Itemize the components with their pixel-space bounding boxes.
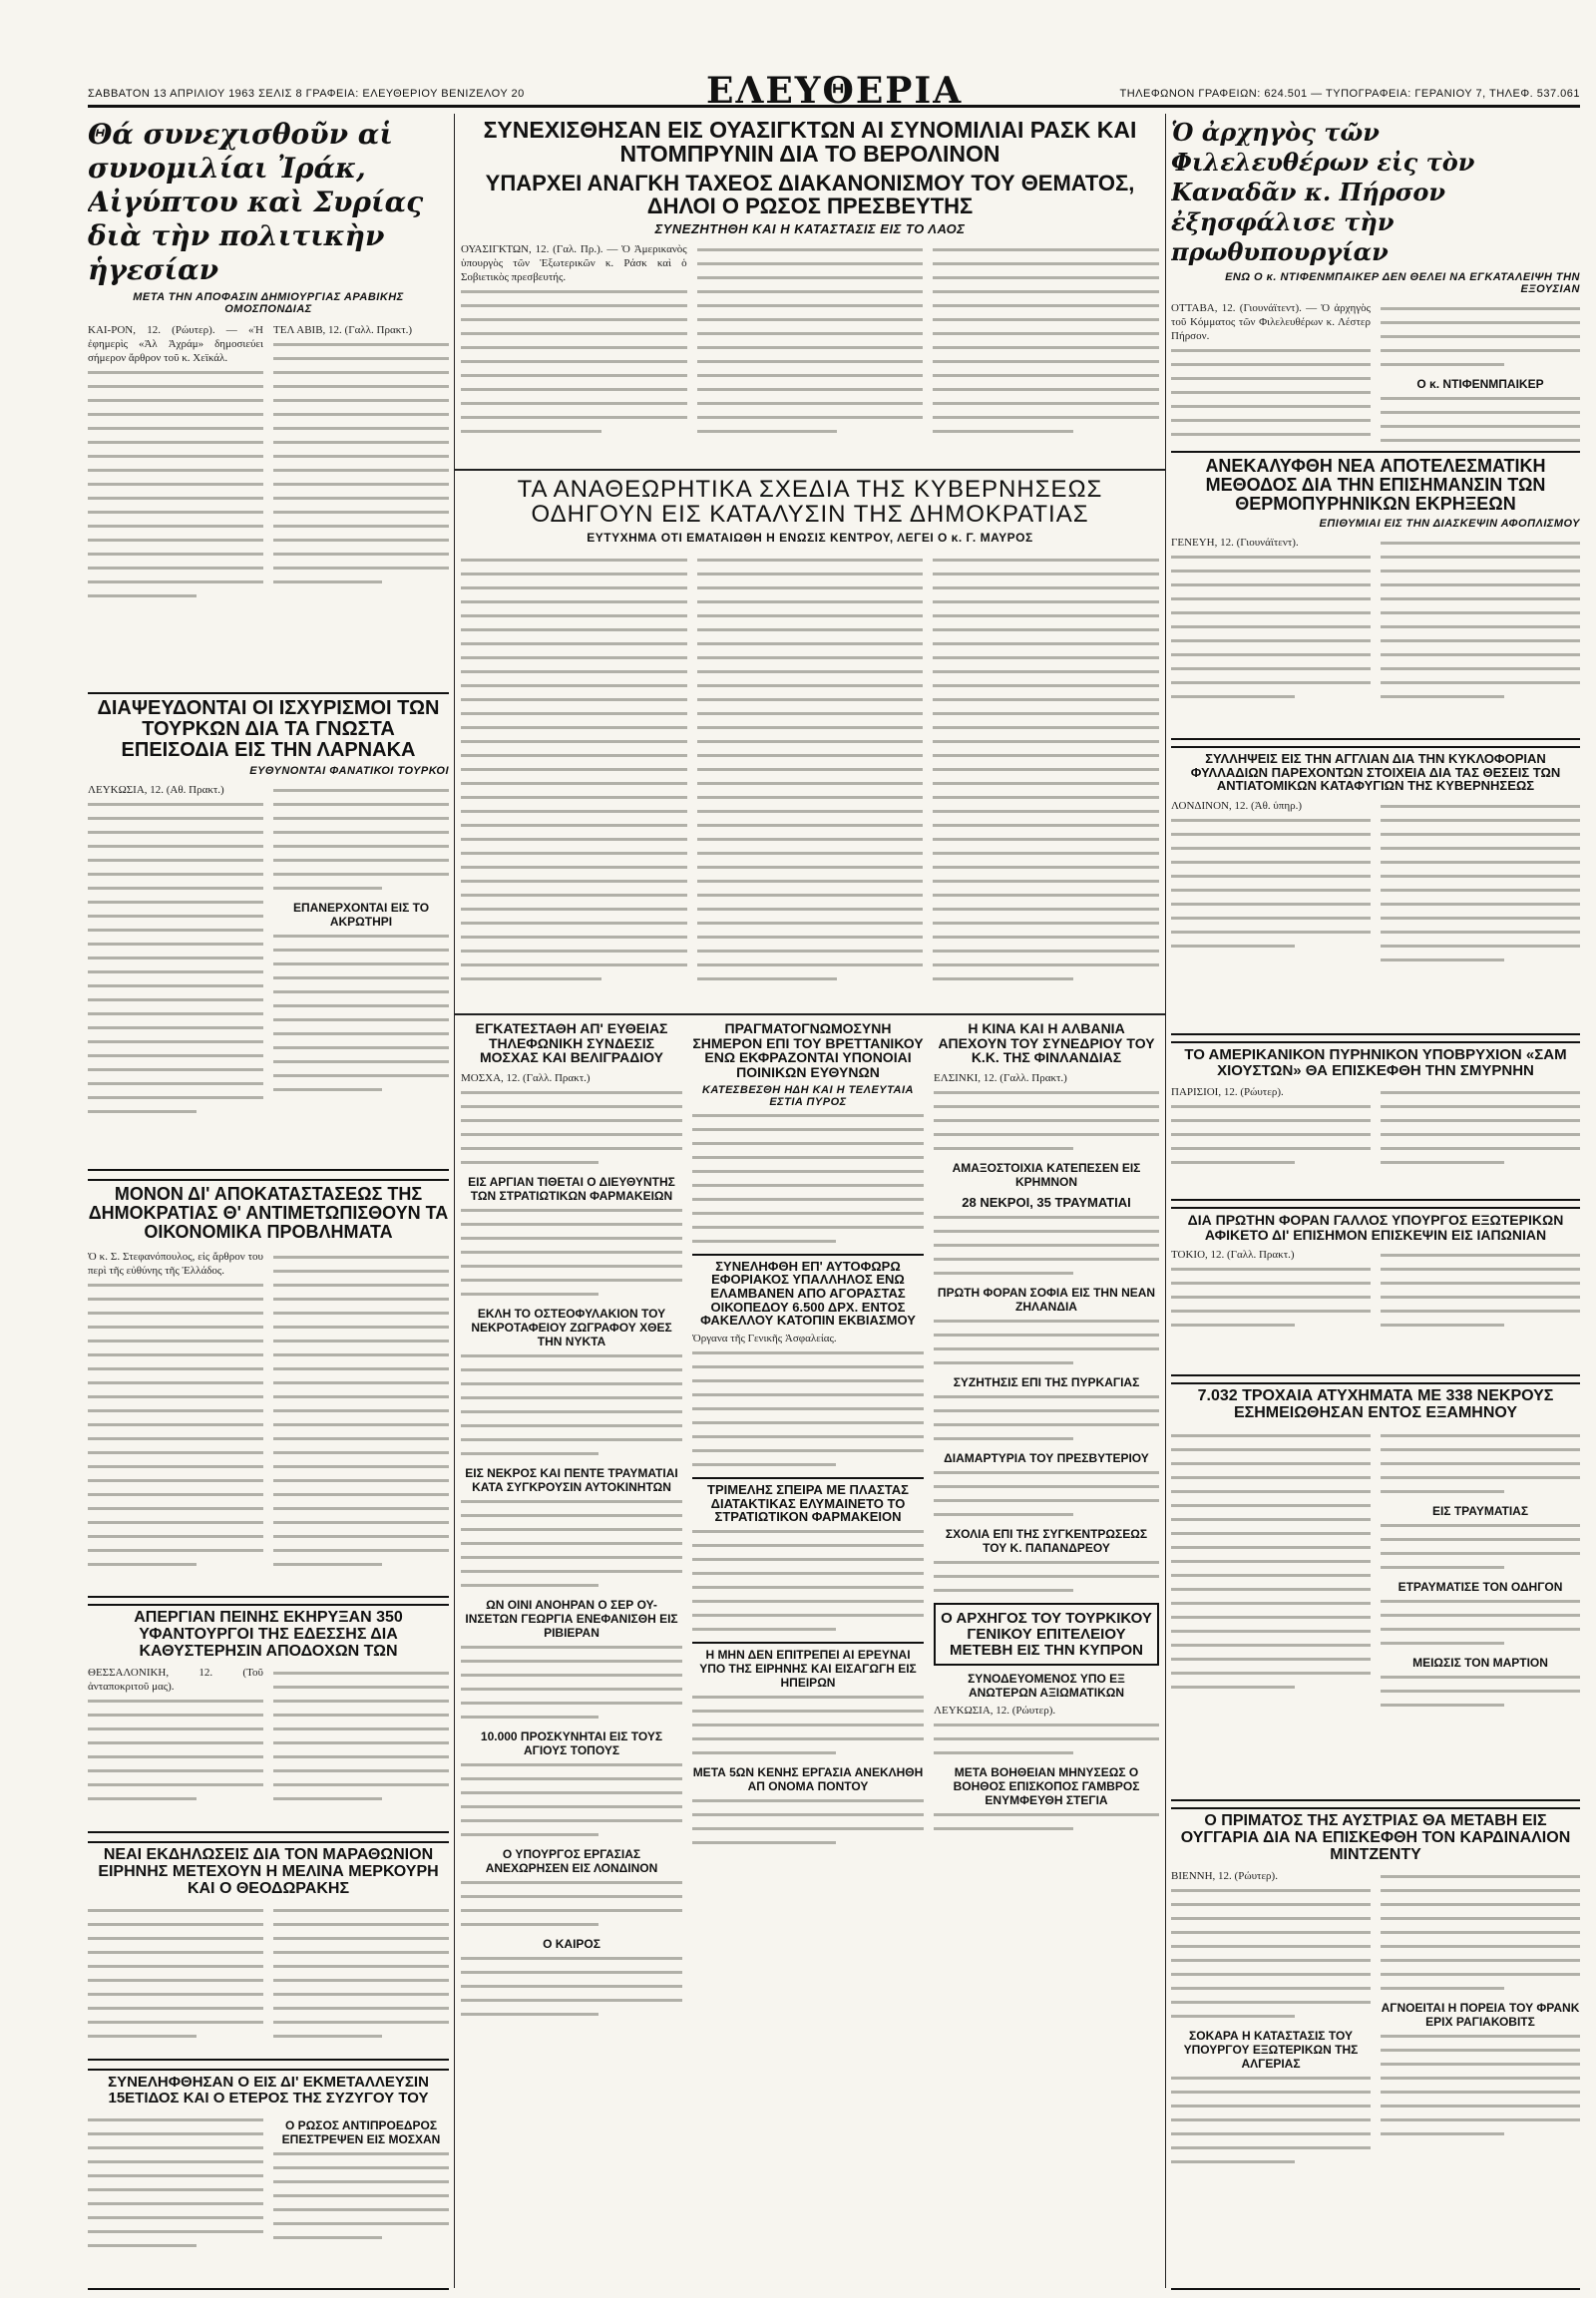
body-text-lines bbox=[1171, 819, 1371, 948]
subheadline: ΕΥΤΥΧΗΜΑ ΟΤΙ ΕΜΑΤΑΙΩΘΗ Η ΕΝΩΣΙΣ ΚΕΝΤΡΟΥ, ΛΕΓΕΙ Ο κ. Γ. ΜΑΥΡΟΣ bbox=[587, 531, 1033, 546]
body-text-lines bbox=[461, 1354, 682, 1455]
box-heading: ΜΕΙΩΣΙΣ ΤΟΝ ΜΑΡΤΙΟΝ bbox=[1412, 1655, 1548, 1670]
body-text-lines bbox=[692, 1696, 924, 1754]
body-text-lines bbox=[933, 559, 1159, 980]
newspaper-title: ΕΛΕΥΘΕΡΙΑ bbox=[706, 70, 964, 112]
headline-secondary: ΥΠΑΡΧΕΙ ΑΝΑΓΚΗ ΤΑΧΕΟΣ ΔΙΑΚΑΝΟΝΙΣΜΟΥ ΤΟΥ ΘΕΜΑΤΟΣ, ΔΗΛΟΙ Ο ΡΩΣΟΣ ΠΡΕΣΒΕΥΤΗΣ bbox=[485, 171, 1135, 219]
body-text-lines bbox=[273, 935, 449, 1091]
article-plans bbox=[461, 477, 1159, 1007]
body-text-lines bbox=[88, 371, 263, 597]
box-heading: ΔΙΑΜΑΡΤΥΡΙΑ ΤΟΥ ΠΡΕΣΒΥΤΕΡΙΟΥ bbox=[944, 1451, 1149, 1466]
body-text-lines bbox=[461, 1763, 682, 1836]
body-text-lines bbox=[934, 1561, 1159, 1592]
body-text-lines bbox=[1381, 542, 1580, 698]
body-text-lines bbox=[692, 1114, 924, 1243]
subheadline: ΚΑΤΕΣΒΕΣΘΗ ΗΔΗ ΚΑΙ Η ΤΕΛΕΥΤΑΙΑ ΕΣΤΙΑ ΠΥΡΟΣ bbox=[701, 1083, 914, 1108]
article-democracy bbox=[88, 1179, 449, 1598]
body-text-lines bbox=[934, 1320, 1159, 1364]
headline: Ὁ ἀρχηγὸς τῶν Φιλελευθέρων εἰς τὸν Καναδᾶν κ. Πήρσον ἐξησφάλισε τὴν πρωθυπουργίαν bbox=[1171, 118, 1475, 266]
headline: ΣΥΝΕΛΗΦΘΗΣΑΝ Ο ΕΙΣ ΔΙ' ΕΚΜΕΤΑΛΛΕΥΣΙΝ 15ΕΤΙΔΟΣ ΚΑΙ Ο ΕΤΕΡΟΣ ΤΗΣ ΣΥΖΥΓΟΥ ΤΟΥ bbox=[108, 2074, 429, 2106]
box-heading: ΜΕΤΑ 5ΩΝ ΚΕΝΗΣ ΕΡΓΑΣΙΑ ΑΝΕΚΛΗΘΗ ΑΠ ΟΝΟΜΑ ΠΟΝΤΟΥ bbox=[692, 1764, 924, 1793]
body-text-lines bbox=[273, 1256, 449, 1566]
column-telephone bbox=[461, 1021, 682, 2290]
box-heading: ΕΚΛΗ ΤΟ ΟΣΤΕΟΦΥΛΑΚΙΟΝ ΤΟΥ ΝΕΚΡΟΤΑΦΕΙΟΥ ΖΩΓΡΑΦΟΥ ΧΘΕΣ ΤΗΝ ΝΥΚΤΑ bbox=[471, 1307, 672, 1349]
headline: ΣΥΝΕΧΙΣΘΗΣΑΝ ΕΙΣ ΟΥΑΣΙΓΚΤΩΝ ΑΙ ΣΥΝΟΜΙΛΙΑΙ ΡΑΣΚ ΚΑΙ ΝΤΟΜΠΡΥΝΙΝ ΔΙΑ ΤΟ ΒΕΡΟΛΙΝΟΝ bbox=[483, 118, 1137, 168]
dateline: Ὀργανα τῆς Γενικῆς Ἀσφαλείας. bbox=[692, 1332, 837, 1344]
dateline: ΒΙΕΝΝΗ, 12. (Ρώυτερ). bbox=[1171, 1870, 1278, 1883]
box-heading: ΕΙΣ ΑΡΓΙΑΝ ΤΙΘΕΤΑΙ Ο ΔΙΕΥΘΥΝΤΗΣ ΤΩΝ ΣΤΡΑΤΙΩΤΙΚΩΝ ΦΑΡΜΑΚΕΙΩΝ bbox=[468, 1175, 675, 1204]
dateline: ΓΕΝΕΥΗ, 12. (Γιουνάϊτεντ). bbox=[1171, 536, 1299, 549]
headline: ΑΠΕΡΓΙΑΝ ΠΕΙΝΗΣ ΕΚΗΡΥΞΑΝ 350 ΥΦΑΝΤΟΥΡΓΟΙ ΤΗΣ ΕΔΕΣΣΗΣ ΔΙΑ ΚΑΘΥΣΤΕΡΗΣΙΝ ΑΠΟΔΟΧΩΝ ΤΩΝ bbox=[134, 1609, 403, 1660]
box-heading: ΠΡΩΤΗ ΦΟΡΑΝ ΣΟΦΙΑ ΕΙΣ ΤΗΝ ΝΕΑΝ ΖΗΛΑΝΔΙΑ bbox=[937, 1286, 1156, 1315]
dateline: ΤΕΛ ΑΒΙΒ, 12. (Γαλλ. Πρακτ.) bbox=[273, 324, 413, 336]
column-china bbox=[934, 1021, 1159, 2290]
dateline: ΘΕΣΣΑΛΟΝΙΚΗ, 12. (Τοῦ ἀνταποκριτοῦ μας). bbox=[88, 1667, 263, 1694]
box-heading: ΑΓΝΟΕΙΤΑΙ Η ΠΟΡΕΙΑ ΤΟΥ ΦΡΑΝΚ ΕΡΙΧ ΡΑΓΙΑΚΟΒΙΤΣ bbox=[1381, 2001, 1580, 2030]
body-text-lines bbox=[461, 1500, 682, 1587]
body-text-lines bbox=[461, 1646, 682, 1719]
body-text-lines bbox=[88, 1909, 263, 2038]
subheadline: ΣΥΝΕΖΗΤΗΘΗ ΚΑΙ Η ΚΑΤΑΣΤΑΣΙΣ ΕΙΣ ΤΟ ΛΑΟΣ bbox=[654, 221, 966, 237]
dateline: ΟΤΤΑΒΑ, 12. (Γιουνάϊτεντ). — Ὁ ἀρχηγὸς τοῦ Κόμματος τῶν Φιλελευθέρων κ. Λέστερ Πήρσον. bbox=[1171, 302, 1371, 342]
dateline: ΠΑΡΙΣΙΟΙ, 12. (Ρώυτερ). bbox=[1171, 1085, 1284, 1098]
dateline: ΤΟΚΙΟ, 12. (Γαλλ. Πρακτ.) bbox=[1171, 1249, 1295, 1262]
body-text-lines bbox=[697, 559, 924, 980]
subheadline: ΕΝΩ Ο κ. ΝΤΙΦΕΝΜΠΑΙΚΕΡ ΔΕΝ ΘΕΛΕΙ ΝΑ ΕΓΚΑΤΑΛΕΙΨΗ ΤΗΝ ΕΞΟΥΣΙΑΝ bbox=[1225, 271, 1580, 295]
box-heading: ΕΙΣ ΝΕΚΡΟΣ ΚΑΙ ΠΕΝΤΕ ΤΡΑΥΜΑΤΙΑΙ ΚΑΤΑ ΣΥΓΚΡΟΥΣΙΝ ΑΥΤΟΚΙΝΗΤΩΝ bbox=[465, 1466, 678, 1495]
body-text-lines bbox=[1381, 805, 1580, 961]
article-accidents bbox=[1171, 1382, 1580, 1801]
body-text-lines bbox=[1381, 1091, 1580, 1164]
box-heading: Ο ΚΑΙΡΟΣ bbox=[543, 1937, 600, 1952]
masthead-phones: ΤΗΛΕΦΩΝΟΝ ΓΡΑΦΕΙΩΝ: 624.501 — ΤΥΠΟΓΡΑΦΕΙΑ: ΓΕΡΑΝΙΟΥ 7, ΤΗΛΕΦ. 537.061 bbox=[1119, 88, 1580, 100]
dateline: ΕΛΣΙΝΚΙ, 12. (Γαλλ. Πρακτ.) bbox=[934, 1072, 1067, 1085]
body-text-lines bbox=[1171, 556, 1371, 698]
body-text-lines bbox=[1381, 1600, 1580, 1645]
body-text-lines bbox=[273, 789, 449, 890]
body-text-lines bbox=[1171, 1268, 1371, 1327]
box-heading: ΜΕΤΑ ΒΟΗΘΕΙΑΝ ΜΗΝΥΣΕΩΣ Ο ΒΟΗΘΟΣ ΕΠΙΣΚΟΠΟΣ ΓΑΜΒΡΟΣ ΕΝΥΜΦΕΥΘΗ ΣΤΕΓΙΑ bbox=[953, 1765, 1140, 1808]
masthead-date-address: ΣΑΒΒΑΤΟΝ 13 ΑΠΡΙΛΙΟΥ 1963 ΣΕΛΙΣ 8 ΓΡΑΦΕΙΑ: ΕΛΕΥΘΕΡΙΟΥ ΒΕΝΙΖΕΛΟΥ 20 bbox=[88, 88, 525, 100]
body-text-lines bbox=[461, 1209, 682, 1296]
article-turks bbox=[88, 692, 449, 1171]
body-text-lines bbox=[692, 1351, 924, 1466]
headline: ΝΕΑΙ ΕΚΔΗΛΩΣΕΙΣ ΔΙΑ ΤΟΝ ΜΑΡΑΘΩΝΙΟΝ ΕΙΡΗΝΗΣ ΜΕΤΕΧΟΥΝ Η ΜΕΛΙΝΑ ΜΕΡΚΟΥΡΗ ΚΑΙ Ο ΘΕΟΔΩΡΑΚΗΣ bbox=[98, 1846, 439, 1897]
article-weavers bbox=[88, 1604, 449, 1833]
subheadline: ΜΕΤΑ ΤΗΝ ΑΠΟΦΑΣΙΝ ΔΗΜΙΟΥΡΓΙΑΣ ΑΡΑΒΙΚΗΣ ΟΜΟΣΠΟΝΔΙΑΣ bbox=[133, 291, 404, 315]
box-heading: Ο κ. ΝΤΙΦΕΝΜΠΑΙΚΕΡ bbox=[1416, 377, 1544, 391]
article-submarine bbox=[1171, 1041, 1580, 1201]
headline: ΕΓΚΑΤΕΣΤΑΘΗ ΑΠ' ΕΥΘΕΙΑΣ ΤΗΛΕΦΩΝΙΚΗ ΣΥΝΔΕΣΙΣ ΜΟΣΧΑΣ ΚΑΙ ΒΕΛΙΓΡΑΔΙΟΥ bbox=[475, 1021, 668, 1066]
body-text-lines bbox=[273, 1672, 449, 1800]
body-text-lines bbox=[461, 559, 687, 980]
body-text-lines bbox=[88, 1700, 263, 1800]
body-text-lines bbox=[934, 1471, 1159, 1516]
column-rule bbox=[1165, 114, 1166, 2288]
box-heading: ΣΟΚΑΡΑ Η ΚΑΤΑΣΤΑΣΙΣ ΤΟΥ ΥΠΟΥΡΓΟΥ ΕΞΩΤΕΡΙΚΩΝ ΤΗΣ ΑΛΓΕΡΙΑΣ bbox=[1183, 2029, 1359, 2072]
body-text-lines bbox=[273, 343, 449, 583]
body-text-lines bbox=[273, 2152, 449, 2239]
box-heading: 10.000 ΠΡΟΣΚΥΝΗΤΑΙ ΕΙΣ ΤΟΥΣ ΑΓΙΟΥΣ ΤΟΠΟΥΣ bbox=[480, 1729, 663, 1758]
headline: ΣΥΝΕΛΗΦΘΗ ΕΠ' ΑΥΤΟΦΩΡΩ ΕΦΟΡΙΑΚΟΣ ΥΠΑΛΛΗΛΟΣ ΕΝΩ ΕΛΑΜΒΑΝΕΝ ΑΠΟ ΑΓΟΡΑΣΤΑΣ ΟΙΚΟΠΕΔΟΥ 6.500 ΔΡΧ. ΕΝΤΟΣ ΦΑΚΕΛΛΟΥ ΚΑΤΟΠΙΝ ΕΚΒΙΑΣΜΟΥ bbox=[692, 1254, 924, 1328]
dateline: ΛΟΝΔΙΝΟΝ, 12. (Ἀθ. ὑπηρ.) bbox=[1171, 799, 1303, 812]
headline: Ο ΑΡΧΗΓΟΣ ΤΟΥ ΤΟΥΡΚΙΚΟΥ ΓΕΝΙΚΟΥ ΕΠΙΤΕΛΕΙΟΥ ΜΕΤΕΒΗ ΕΙΣ ΤΗΝ ΚΥΠΡΟΝ bbox=[934, 1603, 1159, 1666]
masthead bbox=[88, 70, 1580, 112]
headline: Θά συνεχισθοῦν αἱ συνομιλίαι Ἰράκ, Αἰγύπτου καὶ Συρίας διὰ τὴν πολιτικὴν ἡγεσίαν bbox=[88, 118, 424, 286]
body-text-lines bbox=[697, 248, 924, 433]
body-text-lines bbox=[692, 1799, 924, 1844]
body-text-lines bbox=[88, 803, 263, 1113]
headline: Η ΚΙΝΑ ΚΑΙ Η ΑΛΒΑΝΙΑ ΑΠΕΧΟΥΝ ΤΟΥ ΣΥΝΕΔΡΙΟΥ ΤΟΥ Κ.Κ. ΤΗΣ ΦΙΝΛΑΝΔΙΑΣ bbox=[938, 1021, 1155, 1066]
subheadline: ΕΥΘΥΝΟΝΤΑΙ ΦΑΝΑΤΙΚΟΙ ΤΟΥΡΚΟΙ bbox=[249, 765, 449, 777]
body-text-lines bbox=[1381, 397, 1580, 447]
headline: ΠΡΑΓΜΑΤΟΓΝΩΜΟΣΥΝΗ ΣΗΜΕΡΟΝ ΕΠΙ ΤΟΥ ΒΡΕΤΤΑΝΙΚΟΥ ΕΝΩ ΕΚΦΡΑΖΟΝΤΑΙ ΥΠΟΝΟΙΑΙ ΠΟΙΝΙΚΩΝ ΕΥΘΥΝΩΝ bbox=[692, 1021, 924, 1081]
box-heading: ΣΧΟΛΙΑ ΕΠΙ ΤΗΣ ΣΥΓΚΕΝΤΡΩΣΕΩΣ ΤΟΥ Κ. ΠΑΠΑΝΔΡΕΟΥ bbox=[945, 1527, 1148, 1556]
body-text-lines bbox=[1171, 349, 1371, 447]
subheadline: ΕΠΙΘΥΜΙΑΙ ΕΙΣ ΤΗΝ ΔΙΑΣΚΕΨΙΝ ΑΦΟΠΛΙΣΜΟΥ bbox=[1319, 517, 1580, 530]
box-heading: ΣΥΖΗΤΗΣΙΣ ΕΠΙ ΤΗΣ ΠΥΡΚΑΓΙΑΣ bbox=[953, 1375, 1140, 1390]
body-text-lines bbox=[933, 248, 1159, 433]
headline: ΣΥΛΛΗΨΕΙΣ ΕΙΣ ΤΗΝ ΑΓΓΛΙΑΝ ΔΙΑ ΤΗΝ ΚΥΚΛΟΦΟΡΙΑΝ ΦΥΛΛΑΔΙΩΝ ΠΑΡΕΧΟΝΤΩΝ ΣΤΟΙΧΕΙΑ ΔΙΑ ΤΑΣ ΘΕΣΕΙΣ ΤΩΝ ΑΝΤΙΑΤΟΜΙΚΩΝ ΚΑΤΑΦΥΓΙΩΝ ΤΗΣ ΚΥΒΕΡΝΗΣΕΩΣ bbox=[1190, 751, 1561, 794]
body-text-lines bbox=[1171, 1889, 1371, 2018]
headline: Ο ΠΡΙΜΑΤΟΣ ΤΗΣ ΑΥΣΤΡΙΑΣ ΘΑ ΜΕΤΑΒΗ ΕΙΣ ΟΥΓΓΑΡΙΑ ΔΙΑ ΝΑ ΕΠΙΣΚΕΦΘΗ ΤΟΝ ΚΑΡΔΙΝΑΛΙΟΝ ΜΙΝΤΖΕΝΤΥ bbox=[1180, 1812, 1571, 1863]
article-marathon bbox=[88, 1841, 449, 2061]
body-text-lines bbox=[1381, 1875, 1580, 1990]
headline: ΤΑ ΑΝΑΘΕΩΡΗΤΙΚΑ ΣΧΕΔΙΑ ΤΗΣ ΚΥΒΕΡΝΗΣΕΩΣ ΟΔΗΓΟΥΝ ΕΙΣ ΚΑΤΑΛΥΣΙΝ ΤΗΣ ΔΗΜΟΚΡΑΤΙΑΣ bbox=[517, 477, 1103, 529]
headline: ΔΙΑ ΠΡΩΤΗΝ ΦΟΡΑΝ ΓΑΛΛΟΣ ΥΠΟΥΡΓΟΣ ΕΞΩΤΕΡΙΚΩΝ ΑΦΙΚΕΤΟ ΔΙ' ΕΠΙΣΗΜΟΝ ΕΠΙΣΚΕΨΙΝ ΕΙΣ ΙΑΠΩΝΙΑΝ bbox=[1187, 1212, 1564, 1243]
box-heading: Ο ΡΩΣΟΣ ΑΝΤΙΠΡΟΕΔΡΟΣ ΕΠΕΣΤΡΕΨΕΝ ΕΙΣ ΜΟΣΧΑΝ bbox=[281, 2117, 441, 2146]
article-talks bbox=[461, 118, 1159, 465]
box-heading: ΕΤΡΑΥΜΑΤΙΣΕ ΤΟΝ ΟΔΗΓΟΝ bbox=[1397, 1579, 1563, 1594]
body-text-lines bbox=[1381, 2035, 1580, 2135]
box-heading: ΣΥΝΟΔΕΥΟΜΕΝΟΣ ΥΠΟ ΕΞ ΑΝΩΤΕΡΩΝ ΑΞΙΩΜΑΤΙΚΩΝ bbox=[968, 1672, 1125, 1701]
headline: ΤΟ ΑΜΕΡΙΚΑΝΙΚΟΝ ΠΥΡΗΝΙΚΟΝ ΥΠΟΒΡΥΧΙΟΝ «ΣΑΜ ΧΙΟΥΣΤΩΝ» ΘΑ ΕΠΙΣΚΕΦΘΗ ΤΗΝ ΣΜΥΡΝΗΝ bbox=[1184, 1046, 1567, 1079]
body-text-lines bbox=[1381, 1524, 1580, 1569]
headline: ΑΝΕΚΑΛΥΦΘΗ ΝΕΑ ΑΠΟΤΕΛΕΣΜΑΤΙΚΗ ΜΕΘΟΔΟΣ ΔΙΑ ΤΗΝ ΕΠΙΣΗΜΑΝΣΙΝ ΤΩΝ ΘΕΡΜΟΠΥΡΗΝΙΚΩΝ ΕΚΡΗΞΕΩΝ bbox=[1205, 456, 1546, 514]
box-heading: ΑΜΑΞΟΣΤΟΙΧΙΑ ΚΑΤΕΠΕΣΕΝ ΕΙΣ ΚΡΗΜΝΟΝ bbox=[952, 1161, 1141, 1190]
body-text-lines bbox=[692, 1530, 924, 1631]
body-text-lines bbox=[1381, 307, 1580, 366]
article-couple bbox=[88, 2069, 449, 2290]
box-heading: Ο ΥΠΟΥΡΓΟΣ ΕΡΓΑΣΙΑΣ ΑΝΕΧΩΡΗΣΕΝ ΕΙΣ ΛΟΝΔΙΝΟΝ bbox=[485, 1847, 658, 1876]
body-text-lines bbox=[1171, 1105, 1371, 1164]
dateline: ΛΕΥΚΩΣΙΑ, 12. (Αθ. Πρακτ.) bbox=[88, 784, 224, 796]
section-rule bbox=[455, 469, 1165, 471]
body-text-lines bbox=[1381, 1434, 1580, 1493]
headline: 7.032 ΤΡΟΧΑΙΑ ΑΤΥΧΗΜΑΤΑ ΜΕ 338 ΝΕΚΡΟΥΣ ΕΣΗΜΕΙΩΘΗΣΑΝ ΕΝΤΟΣ ΕΞΑΜΗΝΟΥ bbox=[1197, 1387, 1554, 1421]
body-text-lines bbox=[461, 1881, 682, 1926]
body-text-lines bbox=[934, 1813, 1159, 1830]
body-text-lines bbox=[88, 1284, 263, 1566]
body-text-lines bbox=[934, 1724, 1159, 1754]
article-primate bbox=[1171, 1807, 1580, 2290]
dateline: ΟΥΑΣΙΓΚΤΩΝ, 12. (Γαλ. Πρ.). — Ὁ Ἀμερικανὸς ὑπουργὸς τῶν Ἐξωτερικῶν κ. Ράσκ καὶ ὁ Σοβιετικὸς πρεσβευτής. bbox=[461, 243, 687, 284]
article-canada bbox=[1171, 118, 1580, 447]
body-text-lines bbox=[461, 1091, 682, 1164]
dateline: ΛΕΥΚΩΣΙΑ, 12. (Ρώυτερ). bbox=[934, 1705, 1056, 1718]
box-heading: ΕΙΣ ΤΡΑΥΜΑΤΙΑΣ bbox=[1431, 1503, 1529, 1518]
article-thermonuclear bbox=[1171, 451, 1580, 740]
box-heading: Η ΜΗΝ ΔΕΝ ΕΠΙΤΡΕΠΕΙ ΑΙ ΕΡΕΥΝΑΙ ΥΠΟ ΤΗΣ ΕΙΡΗΝΗΣ ΚΑΙ ΕΙΣΑΓΩΓΗ ΕΙΣ ΗΠΕΙΡΩΝ bbox=[692, 1642, 924, 1690]
column-rule bbox=[454, 114, 455, 2288]
article-iraq bbox=[88, 118, 449, 686]
headline: ΔΙΑΨΕΥΔΟΝΤΑΙ ΟΙ ΙΣΧΥΡΙΣΜΟΙ ΤΩΝ ΤΟΥΡΚΩΝ ΔΙΑ ΤΑ ΓΝΩΣΤΑ ΕΠΕΙΣΟΔΙΑ ΕΙΣ ΤΗΝ ΛΑΡΝΑΚΑ bbox=[97, 697, 440, 761]
body-text-lines bbox=[934, 1395, 1159, 1440]
box-heading: ΕΠΑΝΕΡΧΟΝΤΑΙ ΕΙΣ ΤΟ ΑΚΡΩΤΗΡΙ bbox=[292, 901, 430, 929]
dateline: ΚΑΙ-ΡΟΝ, 12. (Ρώυτερ). — «Ἡ ἐφημερὶς «Ἀλ Ἀχράμ» δημοσιεύει σήμερον ἄρθρον τοῦ κ. Χεϊκάλ. bbox=[88, 324, 263, 364]
column-fraud bbox=[692, 1021, 924, 2290]
article-japan bbox=[1171, 1207, 1580, 1376]
body-text-lines bbox=[88, 2118, 263, 2247]
headline: ΤΡΙΜΕΛΗΣ ΣΠΕΙΡΑ ΜΕ ΠΛΑΣΤΑΣ ΔΙΑΤΑΚΤΙΚΑΣ ΕΛΥΜΑΙΝΕΤΟ ΤΟ ΣΤΡΑΤΙΩΤΙΚΟΝ ΦΑΡΜΑΚΕΙΟΝ bbox=[692, 1477, 924, 1524]
body-text-lines bbox=[461, 290, 687, 433]
box-heading: ΩΝ ΟΙΝΙ ΑΝΟΗΡΑΝ Ο ΣΕΡ ΟΥ-ΙΝΣΕΤΩΝ ΓΕΩΡΓΙΑ ΕΝΕΦΑΝΙΣΘΗ ΕΙΣ ΡΙΒΙΕΡΑΝ bbox=[465, 1598, 678, 1641]
box-heading: 28 ΝΕΚΡΟΙ, 35 ΤΡΑΥΜΑΤΙΑΙ bbox=[962, 1195, 1131, 1211]
body-text-lines bbox=[934, 1091, 1159, 1150]
dateline: ΜΟΣΧΑ, 12. (Γαλλ. Πρακτ.) bbox=[461, 1072, 591, 1085]
section-rule bbox=[455, 1013, 1165, 1015]
headline: ΜΟΝΟΝ ΔΙ' ΑΠΟΚΑΤΑΣΤΑΣΕΩΣ ΤΗΣ ΔΗΜΟΚΡΑΤΙΑΣ Θ' ΑΝΤΙΜΕΤΩΠΙΣΘΟΥΝ ΤΑ ΟΙΚΟΝΟΜΙΚΑ ΠΡΟΒΛΗΜΑΤΑ bbox=[88, 1184, 449, 1242]
body-text-lines bbox=[1171, 1434, 1371, 1689]
dateline: Ὁ κ. Σ. Στεφανόπουλος, εἰς ἄρθρον του περὶ τῆς εὐθύνης τῆς Ἑλλάδος. bbox=[88, 1250, 263, 1277]
body-text-lines bbox=[1381, 1676, 1580, 1707]
body-text-lines bbox=[273, 1909, 449, 2038]
body-text-lines bbox=[1171, 2077, 1371, 2163]
article-leaflets bbox=[1171, 746, 1580, 1035]
body-text-lines bbox=[1381, 1254, 1580, 1327]
body-text-lines bbox=[934, 1216, 1159, 1275]
body-text-lines bbox=[461, 1957, 682, 2016]
